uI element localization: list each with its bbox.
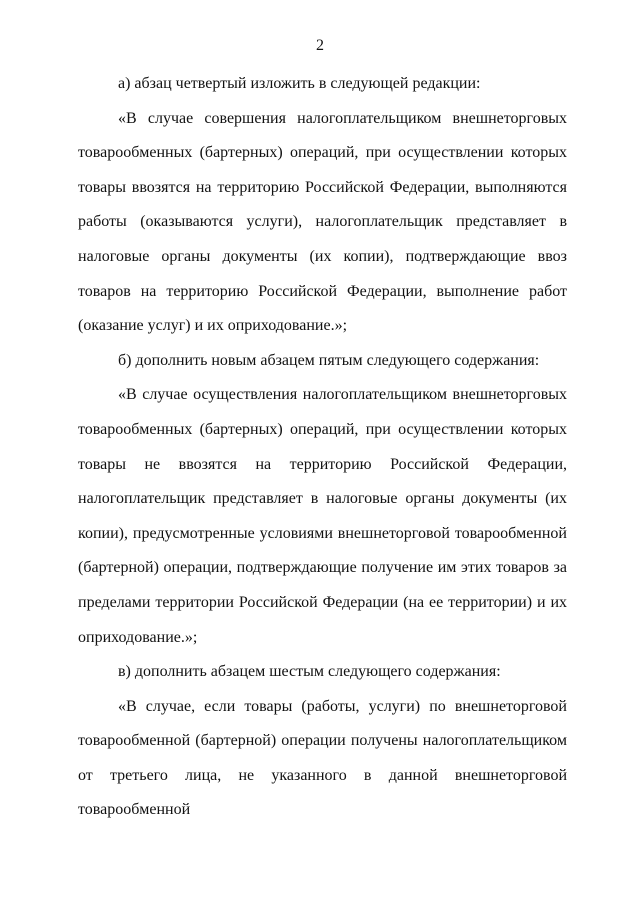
paragraph-c-heading: в) дополнить абзацем шестым следующего содержания: [118, 663, 501, 681]
paragraph-a-heading: а) абзац четвертый изложить в следующей редакции: [118, 75, 481, 92]
paragraph-a-text: «В случае совершения налогоплательщиком внешнеторговых товарообменных (бартерных) операций, при осуществлении которых товары ввозятся на территорию Российской Федерации, выполняются работы (оказываются услуги), налогоплательщик представляет в налоговые органы документы (их копии), подтверждающие ввоз товаров на территорию Российской Федерации, выполнение работ (оказание услуг) и их оприходование.»; [78, 109, 567, 335]
page-number: 2 [316, 37, 324, 54]
document-body [78, 67, 567, 828]
paragraph-b-text: «В случае осуществления налогоплательщиком внешнеторговых товарообменных (бартерных) операций, при осуществлении которых товары не ввозятся на территорию Российской Федерации, налогоплательщик представляет в налоговые органы документы (их копии), предусмотренные условиями внешнеторговой товарообменной (бартерной) операции, подтверждающие получение им этих товаров за пределами территории Российской Федерации (на ее территории) и их оприходование.»; [78, 386, 567, 646]
paragraph-b-heading: б) дополнить новым абзацем пятым следующего содержания: [118, 351, 540, 369]
paragraph-c-text: «В случае, если товары (работы, услуги) по внешнеторговой товарообменной (бартерной) операции получены налогоплательщиком от третьего лица, не указанного в данной внешнеторговой товарообменной [78, 697, 567, 819]
